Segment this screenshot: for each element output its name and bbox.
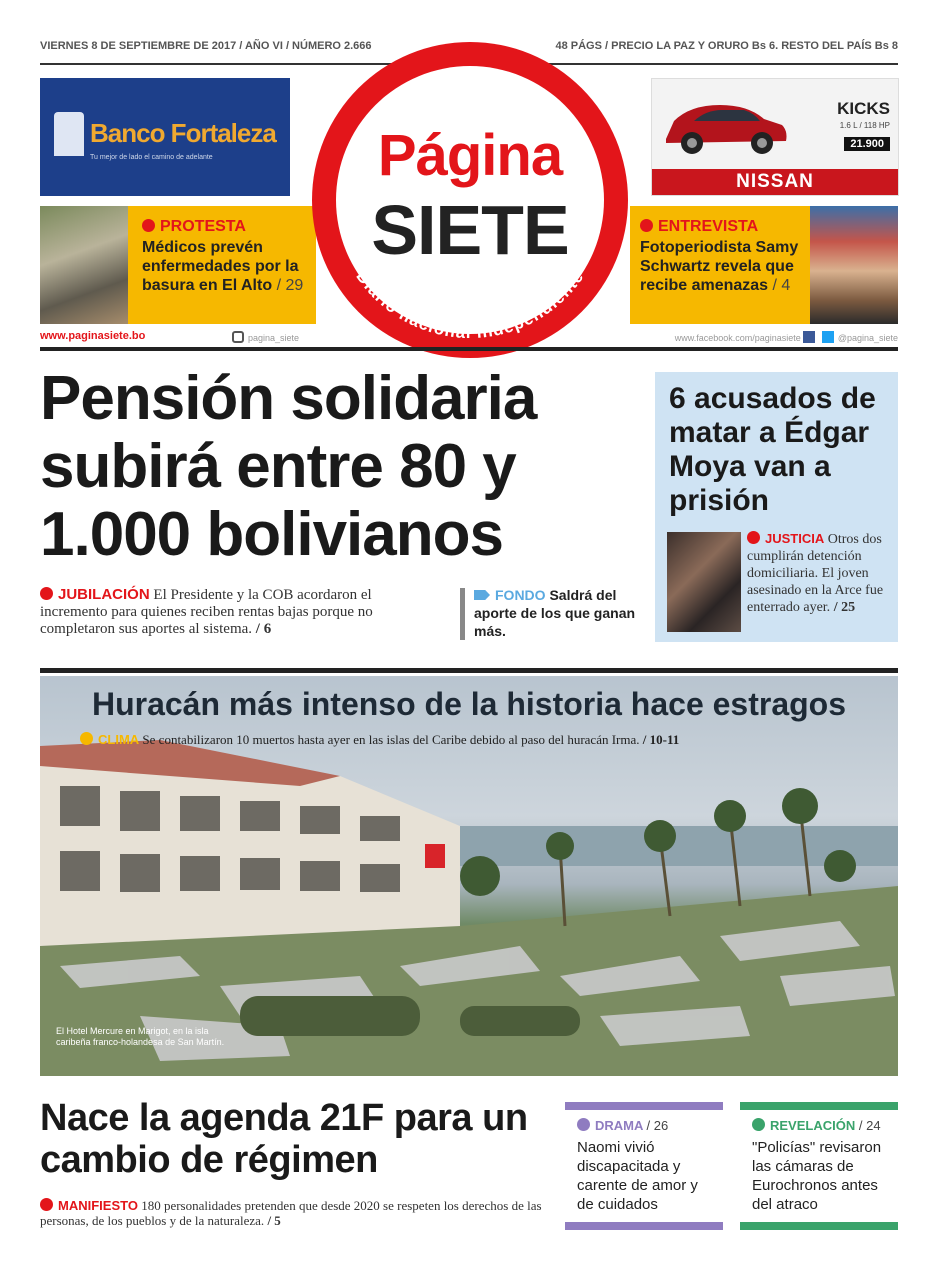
mini1-page: / 26 [646,1118,669,1133]
teaser-right-kicker: ENTREVISTA [658,218,759,235]
bullet-icon [640,219,653,232]
teaser-entrevista[interactable] [630,206,898,324]
mini2-text: "Policías" revisaron las cámaras de Eurochronos antes del atraco [752,1139,882,1213]
ad-banco-fortaleza[interactable] [40,78,290,196]
side-text: Saldrá del aporte de los que ganan más. [474,587,636,639]
side-kicker: FONDO [495,587,546,603]
story-box-moya[interactable] [655,372,898,642]
hurricane-page: / 10-11 [642,732,680,747]
teaser-protesta[interactable] [40,206,316,324]
bullet-icon [142,219,155,232]
bank-logo-icon [54,112,84,156]
section-divider [40,668,898,673]
ad-right-model: KICKS [837,99,890,118]
price-line: 48 PÁGS / PRECIO LA PAZ Y ORURO Bs 6. RESTO DEL PAÍS Bs 8 [555,40,898,52]
bullet-icon [40,1198,53,1211]
hurricane-lead [80,732,880,748]
ad-left-name: Banco Fortaleza [90,118,276,148]
facebook-link[interactable]: www.facebook.com/paginasiete [674,333,801,343]
teaser-right-text: Fotoperiodista Samy Schwartz revela que recibe amenazas [640,239,799,294]
instagram-icon [232,331,244,343]
mini2-page: / 24 [858,1118,881,1133]
garbage-photo [40,206,128,324]
masthead-tagline: Diario nacional independiente [352,267,588,343]
main-lead-kicker: JUBILACIÓN [58,586,150,603]
ad-right-brand: NISSAN [652,169,898,195]
ad-nissan[interactable] [651,78,899,196]
mini-story-revelacion[interactable] [740,1102,898,1230]
masthead-line2: SIETE [371,191,569,269]
teaser-left-kicker: PROTESTA [160,218,246,235]
ad-right-spec: 1.6 L / 118 HP [839,121,890,130]
mini1-text: Naomi vivió discapacitada y carente de amor y de cuidados [577,1139,698,1213]
web-line [40,330,898,344]
masthead-logo[interactable] [312,42,628,358]
box-page: / 25 [833,600,856,615]
ad-right-price: 21.900 [844,137,890,151]
dateline: VIERNES 8 DE SEPTIEMBRE DE 2017 / AÑO VI / NÚMERO 2.666 [40,40,372,52]
box-text: Otros dos cumplirán detención domiciliaria. El joven asesinado en la Arce fue enterrado ayer. [747,532,884,615]
box-headline: 6 acusados de matar a Édgar Moya van a prisión [669,382,876,517]
bullet-icon [752,1118,765,1131]
instagram-handle[interactable]: pagina_siete [248,333,300,343]
box-kicker: JUSTICIA [765,531,825,546]
hurricane-headline: Huracán más intenso de la historia hace estragos [91,686,847,722]
main-lead-page: / 6 [255,621,272,637]
main-lead [40,586,440,638]
photographer-portrait [810,206,898,324]
twitter-icon [822,331,834,343]
arrow-icon [474,590,490,600]
teaser-left-page: / 29 [276,277,304,294]
twitter-handle[interactable]: @pagina_siete [837,333,898,343]
hurricane-text: Se contabilizaron 10 muertos hasta ayer en las islas del Caribe debido al paso del huracán Irma. [142,732,640,747]
side-note-fondo [460,586,640,640]
defendants-photo [667,532,741,632]
main-headline[interactable]: Pensión solidaria subirá entre 80 y 1.000 bolivianos [40,364,537,569]
agenda-kicker: MANIFIESTO [58,1198,138,1213]
agenda-lead [40,1198,560,1228]
hurricane-kicker: CLIMA [98,732,140,747]
masthead-line1: Página [377,123,563,188]
ad-left-tagline: Tu mejor de lado el camino de adelante [90,154,213,161]
hurricane-feature[interactable] [40,676,898,1076]
side-bar [460,588,465,640]
bullet-icon [747,531,760,544]
bullet-icon [80,732,93,745]
website-link[interactable]: www.paginasiete.bo [40,330,146,342]
main-lead-text: El Presidente y la COB acordaron el incremento para quienes reciben rentas bajas porque no completaron sus aportes al sistema. [40,587,373,637]
bullet-icon [40,587,53,600]
bullet-icon [577,1118,590,1131]
mini2-kicker: REVELACIÓN [770,1118,856,1133]
mini1-kicker: DRAMA [595,1118,643,1133]
agenda-page: / 5 [267,1213,281,1228]
photo-caption: El Hotel Mercure en Marigot, en la isla caribeña franco-holandesa de San Martín. [56,1026,225,1047]
facebook-icon [803,331,815,343]
section-divider [40,347,898,351]
teaser-left-text: Médicos prevén enfermedades por la basura en El Alto [142,239,299,294]
car-icon [660,91,790,161]
masthead-tagline-ring [312,42,628,358]
teaser-right-page: / 4 [772,277,791,294]
mini-story-drama[interactable] [565,1102,723,1230]
agenda-text: 180 personalidades pretenden que desde 2020 se respeten los derechos de las personas, de los pueblos y de la naturaleza. [40,1198,542,1228]
agenda-headline[interactable]: Nace la agenda 21F para un cambio de régimen [40,1097,528,1181]
